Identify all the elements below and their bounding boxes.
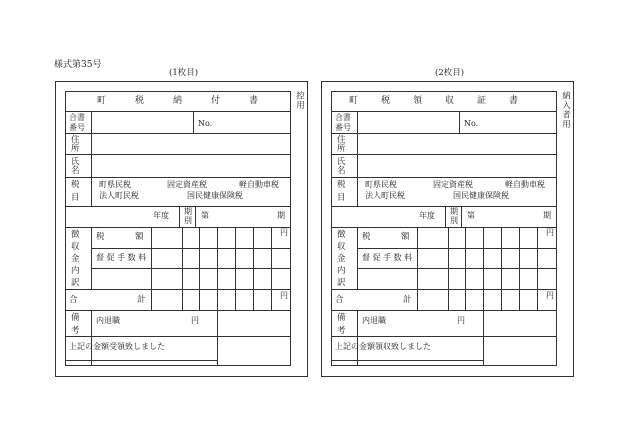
total-label-1: 合 <box>335 295 344 305</box>
digit-column <box>235 227 236 289</box>
year-label: 年度 <box>419 211 435 220</box>
tax-item: 法人町民税 <box>365 191 405 200</box>
yen-unit: 円 <box>457 316 465 325</box>
period-ki: 期 <box>277 211 285 220</box>
collection-label-char: 徴 <box>71 230 80 240</box>
digit-column <box>235 289 236 310</box>
receipt-divider <box>65 360 217 361</box>
digit-column <box>217 227 218 289</box>
row-divider <box>65 177 291 178</box>
retired-label: 内退職 <box>362 316 386 325</box>
tax-amount-label-1: 税 <box>362 232 371 242</box>
title-char: 町 <box>97 96 107 106</box>
row-divider <box>331 310 557 311</box>
retired-label: 内退職 <box>96 316 120 325</box>
row-divider <box>65 336 291 337</box>
digit-column <box>151 227 152 289</box>
no-divider <box>193 111 194 133</box>
row-divider <box>331 111 557 112</box>
tax-amount-label-1: 税 <box>96 232 105 242</box>
collection-label-char: 金 <box>71 254 80 264</box>
remarks-label-1: 備 <box>337 313 346 323</box>
receipt-divider <box>331 360 483 361</box>
digit-column <box>465 227 466 289</box>
name-label-1: 氏 <box>337 157 346 167</box>
row-divider <box>331 177 557 178</box>
collection-label-char: 内 <box>71 266 80 276</box>
digit-column <box>448 289 449 310</box>
title-char: 税 <box>381 96 391 106</box>
no-label: No. <box>198 119 213 128</box>
title-char: 税 <box>135 96 145 106</box>
no-label: No. <box>464 119 479 128</box>
side-label: 納入者用 <box>560 91 571 129</box>
row-divider <box>65 133 291 134</box>
row-divider <box>331 206 557 207</box>
tax-item: 軽自動車税 <box>239 180 279 189</box>
period-label-2: 別 <box>450 216 458 225</box>
yen-unit: 円 <box>546 228 554 237</box>
label-column-line <box>91 227 92 289</box>
period-ki: 期 <box>543 211 551 220</box>
period-label-1: 期 <box>450 207 458 216</box>
amount-row-divider <box>91 248 291 249</box>
tax-label-2: 目 <box>337 193 346 203</box>
sheet-label: (1枚目) <box>169 68 199 78</box>
period-divider <box>195 206 196 227</box>
label-column-line <box>91 310 92 366</box>
digit-column <box>417 227 418 289</box>
label-column-line <box>357 310 358 366</box>
receipt-statement: 上記の金額受領致しました <box>69 342 165 351</box>
row-divider <box>65 111 291 112</box>
bank-no-label-1: 合書 <box>69 113 85 122</box>
address-label-2: 所 <box>71 144 80 154</box>
row-divider <box>65 154 291 155</box>
period-dai: 第 <box>201 211 209 220</box>
digit-column <box>537 227 538 289</box>
period-label-2: 別 <box>184 216 192 225</box>
collection-label-char: 訳 <box>337 278 346 288</box>
tax-amount-label-2: 額 <box>401 232 410 242</box>
digit-column <box>448 227 449 289</box>
fee-label: 督 促 手 数 料 <box>96 253 147 262</box>
collection-label-char: 収 <box>337 242 346 252</box>
row-divider <box>331 133 557 134</box>
tax-label-2: 目 <box>71 193 80 203</box>
stamp-divider <box>217 310 218 366</box>
amount-row-divider <box>91 268 291 269</box>
name-label-2: 名 <box>337 166 346 176</box>
bank-no-label-2: 番号 <box>69 123 85 132</box>
remarks-label-2: 考 <box>337 326 346 336</box>
digit-column <box>217 289 218 310</box>
name-label-1: 氏 <box>71 157 80 167</box>
digit-column <box>501 289 502 310</box>
digit-column <box>519 289 520 310</box>
collection-label-char: 訳 <box>71 278 80 288</box>
label-column-line <box>357 227 358 289</box>
sheet-label: (2枚目) <box>435 68 465 78</box>
stamp-divider <box>483 310 484 366</box>
tax-item: 軽自動車税 <box>505 180 545 189</box>
row-divider <box>65 310 291 311</box>
form-number: 様式第35号 <box>54 60 102 70</box>
digit-column <box>199 289 200 310</box>
tax-label-1: 税 <box>71 180 80 190</box>
digit-column <box>253 227 254 289</box>
remarks-label-1: 備 <box>71 313 80 323</box>
digit-column <box>199 227 200 289</box>
digit-column <box>465 289 466 310</box>
row-divider <box>331 227 557 228</box>
period-divider <box>179 206 180 227</box>
digit-column <box>483 289 484 310</box>
tax-label-1: 税 <box>337 180 346 190</box>
yen-unit: 円 <box>280 291 288 300</box>
title-char: 書 <box>509 96 519 106</box>
period-label-1: 期 <box>184 207 192 216</box>
digit-column <box>253 289 254 310</box>
digit-column <box>519 227 520 289</box>
address-label-1: 住 <box>71 135 80 145</box>
digit-column <box>417 289 418 310</box>
tax-item: 国民健康保険税 <box>187 191 243 200</box>
yen-unit: 円 <box>191 316 199 325</box>
total-label-2: 計 <box>137 295 146 305</box>
tax-item: 町県民税 <box>365 180 397 189</box>
digit-column <box>271 227 272 289</box>
total-label-2: 計 <box>403 295 412 305</box>
row-divider <box>65 227 291 228</box>
title-char: 付 <box>211 96 221 106</box>
total-label-1: 合 <box>69 295 78 305</box>
yen-unit: 円 <box>280 228 288 237</box>
label-column-line <box>357 111 358 206</box>
tax-item: 町県民税 <box>99 180 131 189</box>
bank-no-label-2: 番号 <box>335 123 351 132</box>
title-char: 書 <box>249 96 259 106</box>
label-column-line <box>91 111 92 206</box>
collection-label-char: 徴 <box>337 230 346 240</box>
digit-column <box>151 289 152 310</box>
tax-amount-label-2: 額 <box>135 232 144 242</box>
row-divider <box>65 206 291 207</box>
row-divider <box>331 289 557 290</box>
title-char: 町 <box>349 96 359 106</box>
amount-row-divider <box>357 268 557 269</box>
tax-item: 固定資産税 <box>167 180 207 189</box>
fee-label: 督 促 手 数 料 <box>362 253 413 262</box>
name-label-2: 名 <box>71 166 80 176</box>
address-label-2: 所 <box>337 144 346 154</box>
digit-column <box>182 289 183 310</box>
title-char: 領 <box>413 96 423 106</box>
period-divider <box>461 206 462 227</box>
no-divider <box>459 111 460 133</box>
row-divider <box>331 154 557 155</box>
digit-column <box>483 227 484 289</box>
remarks-label-2: 考 <box>71 326 80 336</box>
address-label-1: 住 <box>337 135 346 145</box>
tax-item: 法人町民税 <box>99 191 139 200</box>
digit-column <box>182 227 183 289</box>
period-divider <box>445 206 446 227</box>
yen-unit: 円 <box>546 291 554 300</box>
title-char: 収 <box>445 96 455 106</box>
digit-column <box>501 227 502 289</box>
collection-label-char: 収 <box>71 242 80 252</box>
tax-item: 固定資産税 <box>433 180 473 189</box>
side-label: 控用 <box>294 91 305 110</box>
row-divider <box>331 336 557 337</box>
title-char: 証 <box>477 96 487 106</box>
amount-row-divider <box>357 248 557 249</box>
digit-column <box>537 289 538 310</box>
tax-item: 国民健康保険税 <box>453 191 509 200</box>
collection-label-char: 金 <box>337 254 346 264</box>
collection-label-char: 内 <box>337 266 346 276</box>
receipt-statement: 上記の金額領収致しました <box>335 342 431 351</box>
row-divider <box>65 289 291 290</box>
period-dai: 第 <box>467 211 475 220</box>
year-label: 年度 <box>153 211 169 220</box>
title-char: 納 <box>173 96 183 106</box>
bank-no-label-1: 合書 <box>335 113 351 122</box>
digit-column <box>271 289 272 310</box>
